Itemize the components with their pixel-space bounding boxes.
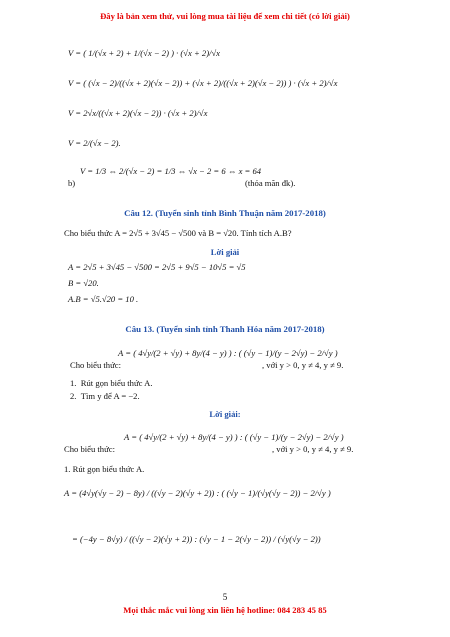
question-13-restate-label: Cho biểu thức:: [64, 444, 115, 454]
math-line-2: V = ( (√x − 2)/((√x + 2)(√x − 2)) + (√x + 2)/((√x + 2)(√x − 2)) ) · (√x + 2)/√x: [68, 78, 338, 88]
part-b-note: (thỏa mãn đk).: [245, 178, 296, 188]
question-13-restate-expression: A = ( 4√y/(2 + √y) + 8y/(4 − y) ) : ( (√y − 1)/(y − 2√y) − 2/√y ): [124, 432, 344, 442]
question-13-restate-condition: , với y > 0, y ≠ 4, y ≠ 9.: [272, 444, 354, 454]
question-13-condition: , với y > 0, y ≠ 4, y ≠ 9.: [262, 360, 344, 370]
question-13-task-1-text: Rút gọn biểu thức A.: [80, 378, 153, 388]
question-13-task-2: 2. Tìm y để A = −2.: [70, 391, 140, 401]
question-13-prompt-label: Cho biểu thức:: [70, 360, 121, 370]
question-12-line-3: A.B = √5.√20 = 10 .: [68, 294, 139, 304]
page-footer-hotline: Mọi thắc mắc vui lòng xin liên hệ hotline: 084 283 45 85: [123, 605, 327, 615]
part-b-label: b): [68, 178, 76, 188]
page-header-notice: Đây là bản xem thử, vui lòng mua tài liệu để xem chi tiết (có lời giải): [100, 11, 350, 21]
question-12-line-2: B = √20.: [68, 278, 99, 288]
question-13-task-2-text: Tìm y để A = −2.: [80, 391, 140, 401]
question-12-title: Câu 12. (Tuyển sinh tỉnh Bình Thuận năm 2017-2018): [124, 208, 326, 218]
page-number: 5: [222, 592, 228, 602]
question-13-task-1: 1. Rút gọn biểu thức A.: [70, 378, 153, 388]
part-b-equation: V = 1/3 ⇔ 2/(√x − 2) = 1/3 ⇔ √x − 2 = 6 ⇔ x = 64: [80, 166, 262, 176]
question-13-step-1: A = (4√y(√y − 2) − 8y) / ((√y − 2)(√y + 2)) : ( (√y − 1)/(√y(√y − 2)) − 2/√y ): [64, 488, 331, 498]
question-13-expression: A = ( 4√y/(2 + √y) + 8y/(4 − y) ) : ( (√y − 1)/(y − 2√y) − 2/√y ): [118, 348, 338, 358]
math-line-1: V = ( 1/(√x + 2) + 1/(√x − 2) ) · (√x + 2)/√x: [68, 48, 220, 58]
question-12-line-1: A = 2√5 + 3√45 − √500 = 2√5 + 9√5 − 10√5 = √5: [68, 262, 246, 272]
math-line-4: V = 2/(√x − 2).: [68, 138, 121, 148]
question-13-solution-label: Lời giải:: [209, 409, 241, 419]
question-12-prompt: Cho biểu thức A = 2√5 + 3√45 − √500 và B = √20. Tính tích A.B?: [64, 228, 292, 238]
math-line-3: V = 2√x/((√x + 2)(√x − 2)) · (√x + 2)/√x: [68, 108, 208, 118]
question-12-solution-label: Lời giải: [210, 247, 240, 257]
question-13-step-2: = (−4y − 8√y) / ((√y − 2)(√y + 2)) : (√y − 1 − 2(√y − 2)) / (√y(√y − 2)): [72, 534, 321, 544]
question-13-step-label: 1. Rút gọn biểu thức A.: [64, 464, 145, 474]
question-13-title: Câu 13. (Tuyển sinh tỉnh Thanh Hóa năm 2017-2018): [125, 324, 325, 334]
